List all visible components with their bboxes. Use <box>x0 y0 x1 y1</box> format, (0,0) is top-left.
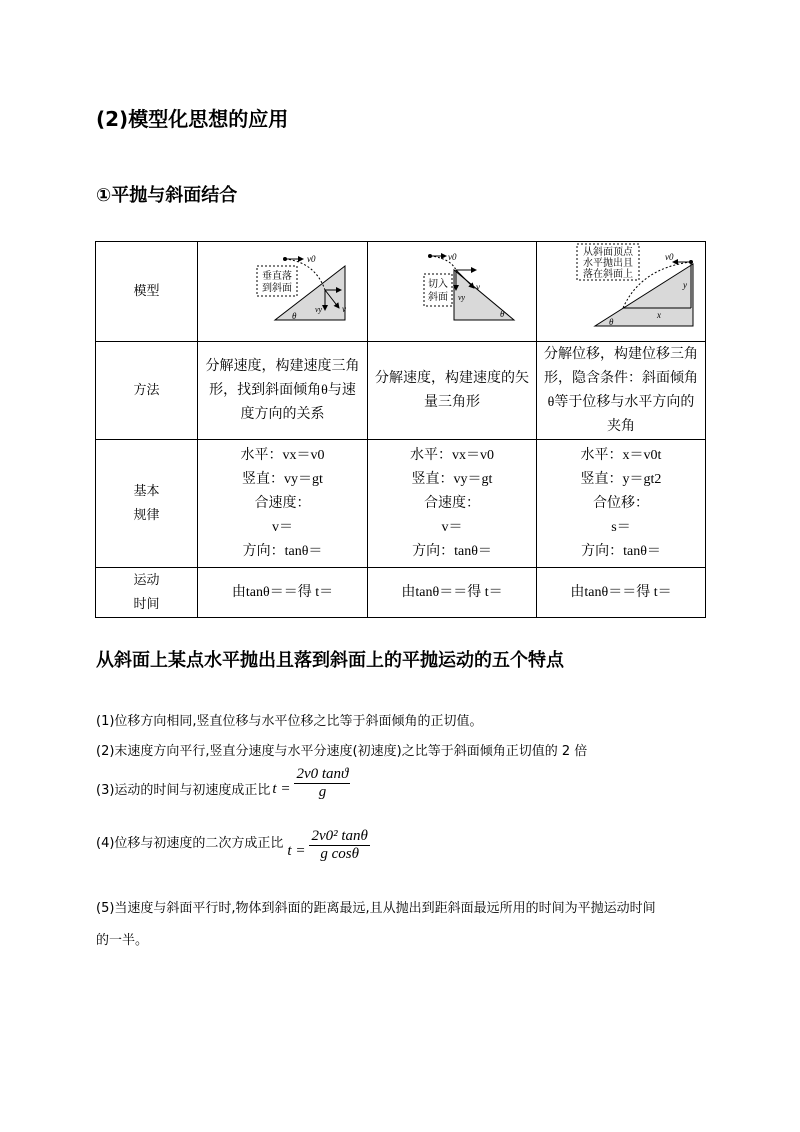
law-horizontal: 水平：vx＝v0 <box>240 447 325 463</box>
formula-3-fraction <box>294 766 350 801</box>
table-row-time <box>96 568 706 618</box>
method-cell-1: 分解速度，构建速度三角形，找到斜面倾角θ与速度方向的关系 <box>198 342 368 440</box>
law-magnitude: v＝ <box>272 519 293 535</box>
d3-x-label: x <box>657 310 661 320</box>
feature-point-1: (1)位移方向相同,竖直位移与水平位移之比等于斜面倾角的正切值。 <box>96 714 483 729</box>
time-cell-2: 由tanθ＝＝得 t＝ <box>368 568 537 618</box>
d2-theta-label: θ <box>500 309 505 319</box>
formula-3-numerator: 2v0 tanϑ <box>296 766 349 782</box>
row-label-law <box>96 440 198 568</box>
formula-4-numerator: 2v0² tanθ <box>311 828 368 844</box>
d1-vy-label: vy <box>314 305 322 314</box>
d1-v0-label: v0 <box>306 254 315 264</box>
law-magnitude: v＝ <box>441 519 463 535</box>
feature-point-2: (2)末速度方向平行,竖直分速度与水平分速度(初速度)之比等于斜面倾角正切值的 2 倍 <box>96 744 588 759</box>
d3-theta-label: θ <box>609 317 614 327</box>
feature-point-3 <box>96 766 350 801</box>
law-cell-2 <box>368 440 537 568</box>
method-cell-2: 分解速度，构建速度的矢量三角形 <box>368 342 537 440</box>
d3-v0-label: v0 <box>665 252 674 262</box>
feature-point-3-text: (3)运动的时间与初速度成正比 <box>96 783 271 798</box>
feature-point-5-line2: 的一半。 <box>96 933 149 948</box>
law-magnitude: s＝ <box>611 519 631 535</box>
d1-box-line2: 到斜面 <box>261 283 292 294</box>
method-cell-3: 分解位移，构建位移三角形，隐含条件：斜面倾角θ等于位移与水平方向的夹角 <box>537 342 706 440</box>
law-resultant: 合速度： <box>424 495 480 511</box>
table-row-model <box>96 242 706 342</box>
feature-point-4-text: (4)位移与初速度的二次方成正比 <box>96 836 284 851</box>
formula-4-fraction <box>309 828 369 863</box>
row-label-time-line1: 运动 <box>133 572 160 588</box>
formula-3-denominator: g <box>318 784 327 800</box>
law-cell-1 <box>198 440 368 568</box>
table-row-law <box>96 440 706 568</box>
diagram-tangent-entry <box>372 244 532 330</box>
diagram-cell-2 <box>368 242 537 342</box>
d3-box-line1: 从斜面顶点 <box>583 247 633 258</box>
diagram-cell-1 <box>198 242 368 342</box>
law-vertical: 竖直：vy＝gt <box>411 471 493 487</box>
row-label-time-line2: 时间 <box>133 596 160 612</box>
formula-3-lhs: t = <box>272 781 291 797</box>
feature-point-4 <box>96 828 370 863</box>
d1-v-label: v <box>341 304 346 314</box>
law-direction: 方向：tanθ＝ <box>581 543 661 559</box>
d2-vy-label: vy <box>458 293 466 302</box>
features-heading: 从斜面上某点水平抛出且落到斜面上的平抛运动的五个特点 <box>96 650 564 671</box>
d2-v0-label: v0 <box>448 252 457 262</box>
section-heading: (2)模型化思想的应用 <box>96 107 289 131</box>
diagram-cell-3 <box>537 242 706 342</box>
feature-point-5-line1: (5)当速度与斜面平行时,物体到斜面的距离最远,且从抛出到距斜面最远所用的时间为平抛运动时间 <box>96 901 656 916</box>
row-label-model: 模型 <box>96 242 198 342</box>
d2-box-line1: 切入 <box>428 279 448 290</box>
law-horizontal: 水平：x＝v0t <box>580 447 662 463</box>
row-label-law-line1: 基本 <box>133 483 160 499</box>
d1-box-line1: 垂直落 <box>261 271 292 282</box>
row-label-law-line2: 规律 <box>133 507 160 523</box>
table-row-method <box>96 342 706 440</box>
time-cell-3: 由tanθ＝＝得 t＝ <box>537 568 706 618</box>
d1-theta-label: θ <box>291 311 296 321</box>
d2-v-label: v <box>476 282 480 292</box>
law-resultant: 合位移： <box>593 495 649 511</box>
d3-box-line2: 水平抛出且 <box>583 258 633 269</box>
model-table <box>95 241 706 618</box>
time-cell-1: 由tanθ＝＝得 t＝ <box>198 568 368 618</box>
law-direction: 方向：tanθ＝ <box>242 543 323 559</box>
d2-box-line2: 斜面 <box>428 292 448 303</box>
law-cell-3 <box>537 440 706 568</box>
law-horizontal: 水平：vx＝v0 <box>410 447 494 463</box>
law-vertical: 竖直：vy＝gt <box>242 471 323 487</box>
formula-4-lhs: t = <box>287 843 306 859</box>
diagram-apex-launch <box>541 242 701 332</box>
law-resultant: 合速度： <box>254 495 311 511</box>
diagram-vertical-landing <box>203 244 363 330</box>
d3-y-label: y <box>683 280 687 290</box>
row-label-time <box>96 568 198 618</box>
law-direction: 方向：tanθ＝ <box>412 543 492 559</box>
law-vertical: 竖直：y＝gt2 <box>580 471 662 487</box>
formula-4-denominator: g cosθ <box>320 846 359 862</box>
subsection-heading: ①平抛与斜面结合 <box>96 185 238 206</box>
d3-box-line3: 落在斜面上 <box>583 269 633 280</box>
row-label-method: 方法 <box>96 342 198 440</box>
